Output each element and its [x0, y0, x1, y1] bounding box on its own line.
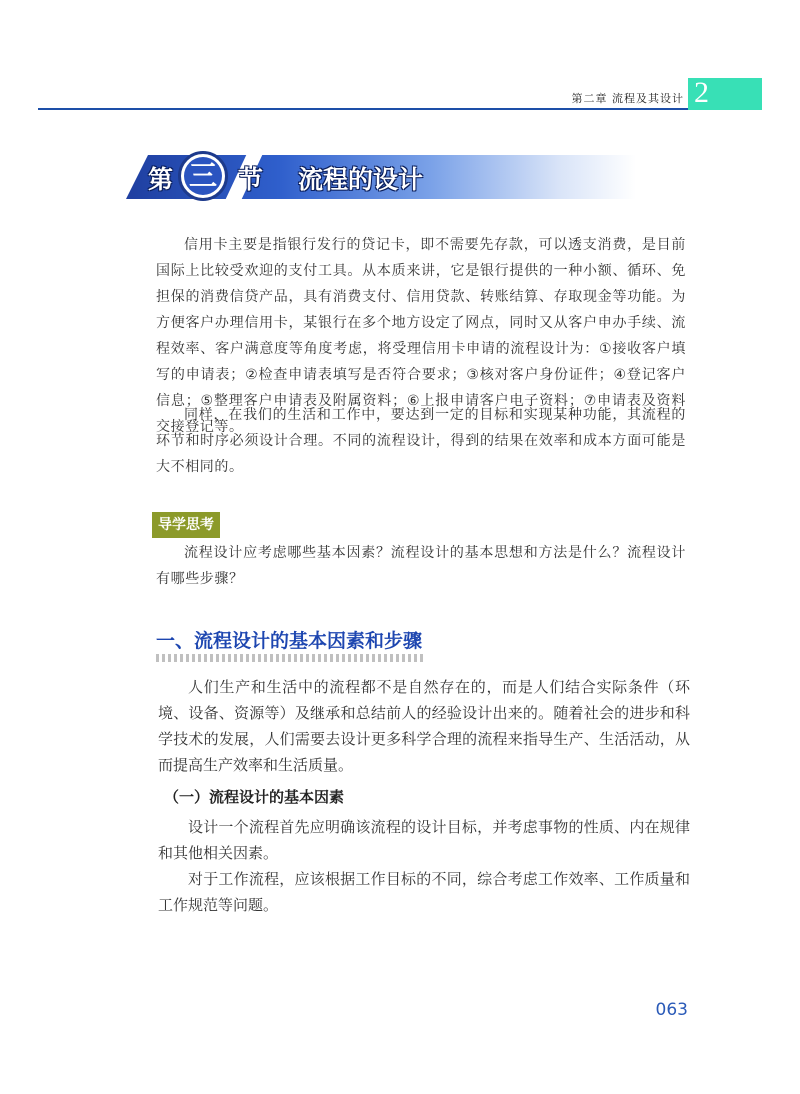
- section-paragraph: 人们生产和生活中的流程都不是自然存在的，而是人们结合实际条件（环境、设备、资源等）及继承和总结前人的经验设计出来的。随着社会的进步和科学技术的发展，人们需要去设计更多科学合理的流程来指导生产、生活活动，从而提高生产效率和生活质量。: [158, 678, 690, 774]
- page-number: 063: [655, 1000, 688, 1020]
- guide-thinking-tag: 导学思考: [152, 512, 220, 538]
- heading-underline-decoration: [156, 654, 424, 662]
- section-title: 流程的设计: [298, 165, 424, 194]
- banner-suffix: 节: [238, 165, 264, 194]
- banner-prefix: 第: [148, 165, 174, 194]
- chapter-number-tab: [688, 78, 762, 110]
- intro-paragraph: 同样，在我们的生活和工作中，要达到一定的目标和实现某种功能，其流程的环节和时序必须设计合理。不同的流程设计，得到的结果在效率和成本方面可能是大不相同的。: [156, 407, 686, 475]
- subsection-paragraph: 设计一个流程首先应明确该流程的设计目标，并考虑事物的性质、内在规律和其他相关因素。: [158, 818, 690, 862]
- subsection-heading: （一）流程设计的基本因素: [164, 788, 345, 806]
- header-rule: [38, 108, 762, 110]
- intro-paragraph: 信用卡主要是指银行发行的贷记卡，即不需要先存款，可以透支消费，是目前国际上比较受欢迎的支付工具。从本质来讲，它是银行提供的一种小额、循环、免担保的消费信贷产品，具有消费支付、信用贷款、转账结算、存取现金等功能。为方便客户办理信用卡，某银行在多个地方设定了网点，同时又从客户申办手续、流程效率、客户满意度等角度考虑，将受理信用卡申请的流程设计为：①接收客户填写的申请表；②检查申请表填写是否符合要求；③核对客户身份证件；④登记客户信息；⑤整理客户申请表及附属资料；⑥上报申请客户电子资料；⑦申请表及资料交接登记等。: [156, 237, 686, 435]
- section-heading: 一、流程设计的基本因素和步骤: [156, 630, 423, 652]
- subsection-paragraph: 对于工作流程，应该根据工作目标的不同，综合考虑工作效率、工作质量和工作规范等问题。: [158, 870, 690, 914]
- banner-section-number: 三: [184, 157, 222, 195]
- guide-thinking-text: 流程设计应考虑哪些基本因素？流程设计的基本思想和方法是什么？流程设计有哪些步骤？: [156, 545, 686, 587]
- section-banner: [126, 155, 636, 199]
- chapter-number: 2: [694, 76, 709, 109]
- banner-section-number-circle: [178, 151, 228, 201]
- running-header-chapter: 第二章 流程及其设计: [571, 92, 684, 105]
